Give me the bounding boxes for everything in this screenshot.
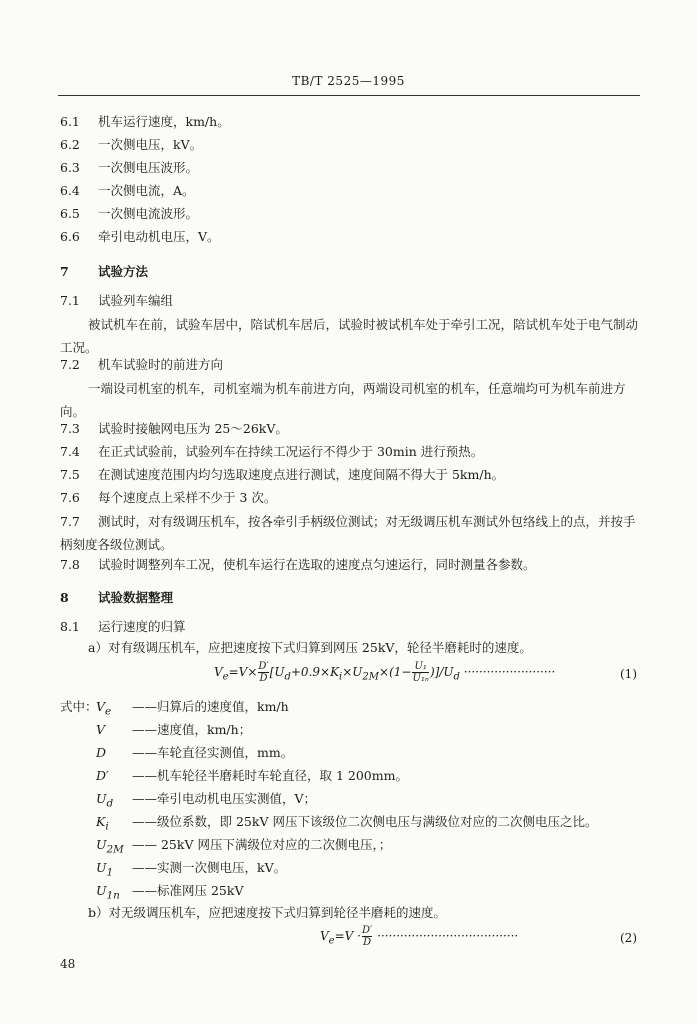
- clause-title: 机车试验时的前进方向: [98, 357, 224, 372]
- formula-2: [320, 925, 518, 948]
- section-title: 试验方法: [98, 264, 149, 279]
- var-desc: ——牵引电动机电压实测值，V；: [132, 791, 317, 806]
- item-text: 牵引电动机电压，V。: [98, 229, 220, 244]
- clause-7-4: [60, 442, 483, 460]
- var-symbol: [96, 768, 132, 787]
- frac1-den: D: [259, 673, 268, 684]
- formula1-eq: =V×: [228, 665, 258, 679]
- section-number: 8: [60, 590, 69, 605]
- frac1-num: D′: [258, 661, 269, 672]
- formula1-frac1: [258, 661, 268, 684]
- var-ud: [96, 789, 316, 810]
- item-6-1: [60, 112, 230, 130]
- clause-7-5: [60, 465, 504, 483]
- var-symbol-sub: 2M: [106, 843, 124, 856]
- formula2-frac: [362, 925, 372, 948]
- item-6-4: [60, 181, 195, 199]
- formula1-tail-sub: d: [453, 671, 460, 683]
- var-ve: [96, 697, 289, 718]
- clause-text: 每个速度点上采样不少于 3 次。: [98, 490, 277, 505]
- formula2-dots: ·····································: [373, 929, 519, 943]
- var-symbol: [96, 814, 132, 833]
- formula1-dots: ························: [459, 665, 556, 679]
- equation-number-2: (2): [620, 931, 637, 945]
- clause-text: 试验时调整列车工况，使机车运行在选取的速度点匀速运行，同时测量各参数。: [98, 557, 536, 572]
- formula2-lhs-sub: e: [328, 935, 335, 947]
- item-b-text: b）对无级调压机车，应把速度按下式归算到轮径半磨耗的速度。: [88, 905, 447, 920]
- where-label: 式中：: [60, 699, 98, 714]
- clause-number: 7.1: [60, 293, 80, 308]
- frac2-den: U₁ₙ: [412, 673, 429, 684]
- section8-heading: [60, 588, 173, 606]
- var-desc: ——机车轮径半磨耗时车轮直径，取 1 200mm。: [132, 768, 408, 783]
- clause-7-6: [60, 488, 276, 506]
- header-rule: [58, 95, 640, 96]
- clause-text: 在测试速度范围内均匀选取速度点进行测试，速度间隔不得大于 5km/h。: [98, 467, 505, 482]
- var-symbol-sub: i: [105, 820, 109, 833]
- var-symbol-main: D′: [96, 768, 109, 783]
- equation-number-1: (1): [620, 667, 637, 681]
- formula1-frac2: [412, 661, 429, 684]
- formula2-lhs: V: [320, 929, 329, 943]
- formula1-lhs: V: [214, 665, 223, 679]
- var-u1n: [96, 881, 243, 902]
- item-6-5: [60, 204, 198, 222]
- var-desc: ——归算后的速度值，km/h: [132, 699, 289, 714]
- var-v: [96, 720, 251, 741]
- frac-num: D′: [361, 925, 373, 936]
- var-symbol: [96, 722, 132, 741]
- clause-number: 7.4: [60, 444, 80, 459]
- clause-number: 7.5: [60, 467, 80, 482]
- formula1-mid4: ×(1−: [379, 665, 412, 679]
- var-symbol: [96, 745, 132, 764]
- clause-7-2-body: 一端设司机室的机车，司机室端为机车前进方向，两端设司机室的机车，任意端均可为机车前进方向。: [60, 381, 626, 419]
- var-symbol-main: D: [96, 745, 107, 760]
- clause-title: 运行速度的归算: [98, 619, 186, 634]
- section-number: 7: [60, 264, 69, 279]
- formula1-lhs-sub: e: [222, 671, 229, 683]
- clause-7-1-heading: [60, 291, 173, 309]
- formula1-mid: [U: [269, 665, 285, 679]
- var-desc: —— 25kV 网压下满级位对应的二次侧电压，；: [132, 837, 392, 852]
- clause-number: 8.1: [60, 619, 80, 634]
- item-6-3: [60, 158, 198, 176]
- clause-7-3: [60, 419, 288, 437]
- var-symbol-main: V: [96, 699, 106, 714]
- clause-7-7: [60, 510, 642, 556]
- var-d: [96, 743, 293, 764]
- var-desc: ——车轮直径实测值，mm。: [132, 745, 294, 760]
- clause-title: 试验列车编组: [98, 293, 174, 308]
- clause-number: 7.6: [60, 490, 80, 505]
- item-number: 6.6: [60, 229, 80, 244]
- item-6-2: [60, 135, 202, 153]
- var-u1: [96, 858, 286, 879]
- var-symbol: [96, 860, 132, 879]
- formula1-mid2: +0.9×K: [290, 665, 340, 679]
- formula1-mid-sub: d: [284, 671, 291, 683]
- item-number: 6.1: [60, 114, 80, 129]
- formula1-u2m-sub: 2M: [362, 671, 380, 683]
- var-desc: ——速度值，km/h；: [132, 722, 252, 737]
- clause-text: 在正式试验前，试验列车在持续工况运行不得少于 30min 进行预热。: [98, 444, 484, 459]
- formula1-k-sub: i: [339, 671, 343, 683]
- clause-text: 测试时，对有级调压机车，按各牵引手柄级位测试；对无级调压机车测试外包络线上的点，并按手柄刻度各级位测试。: [60, 514, 636, 552]
- section-title: 试验数据整理: [98, 590, 174, 605]
- item-number: 6.3: [60, 160, 80, 175]
- var-symbol-sub: 1: [106, 866, 114, 879]
- var-symbol-main: U: [96, 791, 107, 806]
- clause-8-1-heading: [60, 617, 186, 635]
- var-symbol-main: V: [96, 722, 106, 737]
- item-text: 一次侧电压，kV。: [98, 137, 203, 152]
- formula1-tail: )]/U: [429, 665, 454, 679]
- formula-1: [214, 661, 555, 684]
- var-desc: ——实测一次侧电压，kV。: [132, 860, 287, 875]
- item-text: 一次侧电流，A。: [98, 183, 195, 198]
- formula1-mid3: ×U: [342, 665, 363, 679]
- var-ki: [96, 812, 597, 833]
- clause-number: 7.7: [60, 514, 80, 529]
- var-symbol-main: U: [96, 860, 107, 875]
- var-symbol: [96, 837, 132, 856]
- clause-number: 7.8: [60, 557, 80, 572]
- var-symbol: [96, 791, 132, 810]
- var-u2m: [96, 835, 391, 856]
- item-text: 一次侧电流波形。: [98, 206, 199, 221]
- item-text: 一次侧电压波形。: [98, 160, 199, 175]
- clause-7-1-body: 被试机车在前，试验车居中，陪试机车居后，试验时被试机车处于牵引工况，陪试机车处于电气制动工况。: [60, 317, 639, 355]
- clause-7-2-heading: [60, 355, 223, 373]
- var-symbol-sub: e: [105, 705, 112, 718]
- item-a-text: a）对有级调压机车，应把速度按下式归算到网压 25kV，轮径半磨耗时的速度。: [88, 640, 532, 655]
- var-symbol-main: U: [96, 837, 107, 852]
- var-symbol: [96, 883, 132, 902]
- section7-heading: [60, 262, 148, 280]
- var-symbol-sub: 1n: [106, 889, 120, 902]
- item-number: 6.2: [60, 137, 80, 152]
- clause-number: 7.2: [60, 357, 80, 372]
- clause-number: 7.3: [60, 421, 80, 436]
- var-desc: ——标准网压 25kV: [132, 883, 244, 898]
- var-d-prime: [96, 766, 408, 787]
- var-symbol-main: U: [96, 883, 107, 898]
- item-number: 6.5: [60, 206, 80, 221]
- page-number: 48: [60, 957, 76, 971]
- var-symbol: [96, 699, 132, 718]
- item-text: 机车运行速度，km/h。: [98, 114, 230, 129]
- frac-den: D: [363, 937, 372, 948]
- frac2-num: U₁: [414, 661, 427, 672]
- formula2-eq: =V ·: [334, 929, 361, 943]
- item-6-6: [60, 227, 220, 245]
- item-number: 6.4: [60, 183, 80, 198]
- clause-7-8: [60, 555, 536, 573]
- clause-text: 试验时接触网电压为 25～26kV。: [98, 421, 288, 436]
- var-symbol-sub: d: [106, 797, 114, 810]
- page-header-code: TB/T 2525—1995: [292, 74, 405, 88]
- var-desc: ——级位系数，即 25kV 网压下该级位二次侧电压与满级位对应的二次侧电压之比。: [132, 814, 598, 829]
- var-symbol-main: K: [96, 814, 106, 829]
